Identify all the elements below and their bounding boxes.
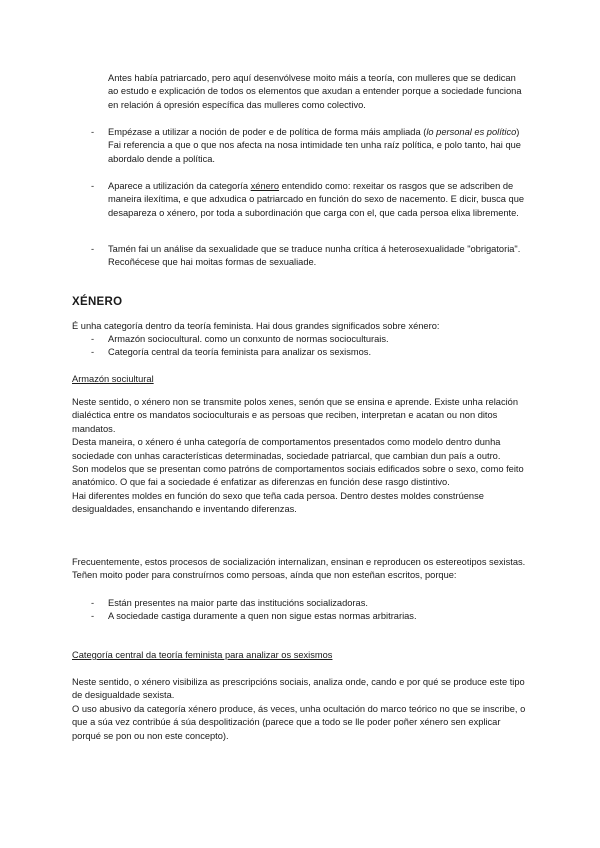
bullet-sexualidade (91, 243, 528, 270)
section-heading: XÉNERO (72, 296, 123, 308)
armazon-paragraph-5: Frecuentemente, estos procesos de socialización internalizan, ensinan e reproducen os estereotipos sexistas. Teñen moito poder para construírnos como persoas, aínda que non esteñan escritos, porque: (72, 557, 526, 581)
bullet-text: Tamén fai un análise da sexualidade que se traduce nunha crítica á heterosexualidade "obrigatoria". Recoñécese que hai moitas formas de sexualiade. (108, 244, 521, 268)
paragraph: O uso abusivo da categoría xénero produce, ás veces, unha ocultación do marco teórico no que se inscribe, o que a súa vez contribúe á súa despolitización (parece que a todo se lle poder poñer xénero sen explicar porqué se pon ou non este concepto). (72, 703, 526, 741)
paragraph: Hai diferentes moldes en función do sexo que teña cada persoa. Dentro destes moldes constrúense desigualdades, ensanchando e inventando diferenzas. (72, 490, 484, 515)
section-list (91, 333, 528, 360)
list-item: - Están presentes na maior parte das institucións socializadoras. (91, 598, 368, 608)
paragraph: Son modelos que se presentan como patróns de comportamentos sociais edificados sobre o sexo, como feito anatómico. O que fai a sociedade é enfatizar as diferenzas en función dese rasgo distintivo. (72, 464, 524, 488)
armazon-heading: Armazón sociultural (72, 374, 154, 384)
list-item: - Categoría central da teoría feminista para analizar os sexismos. (91, 347, 372, 358)
paragraph: Neste sentido, o xénero visibiliza as prescripcións sociais, analiza onde, cando e por qué se produce este tipo de desigualdade sexista. (72, 677, 525, 701)
bullet-dash: - (91, 127, 95, 137)
armazon-list (91, 597, 528, 624)
paragraph: Neste sentido, o xénero non se transmite polos xenes, senón que se ensina e aprende. Existe unha relación dialéctica entre os mandatos socioculturais e as persoas que reciben, interpretan e acatan ou non ditos mandatos. (72, 397, 519, 434)
armazon-body (72, 396, 528, 517)
bullet-text: Aparece a utilización da categoría xénero entendido como: rexeitar os rasgos que se adscriben de maneira ilexítima, e que adxudica o patriarcado en función do sexo de nacemento. E dicir, busca que desapareza o xénero, por toda a subordinación que carga con el, que cada persoa elixa libremente. (108, 181, 525, 218)
list-item: - Armazón sociocultural. como un conxunto de normas socioculturais. (91, 334, 389, 344)
bullet-text: Empézase a utilizar a noción de poder e de política de forma máis ampliada (lo personal es político) Fai referencia a que o que nos afecta na nosa intimidade ten unha raíz política, e polo tanto, hai que abordalo dende a política. (108, 127, 521, 164)
bullet-dash: - (91, 181, 95, 191)
categoria-body (72, 676, 528, 743)
list-item: - A sociedade castiga duramente a quen non sigue estas normas arbitrarias. (91, 611, 417, 622)
intro-paragraph: Antes había patriarcado, pero aquí desenvólvese moito máis a teoría, con mulleres que se dedican ao estudo e explicación de todos os elementos que axudan a entender porque a sociedade funciona en relación á opresión específica das mulleres como colectivo. (108, 73, 522, 110)
paragraph: Desta maneira, o xénero é unha categoría de comportamentos presentados como modelo dentro dunha sociedade con unhas características determinadas, sociedade patriarcal, que cambian dun país a outro. (72, 437, 501, 461)
bullet-dash: - (91, 244, 95, 254)
bullet-poder (91, 126, 528, 166)
bullet-xenero (91, 180, 528, 220)
section-intro: É unha categoría dentro da teoría feminista. Hai dous grandes significados sobre xénero: (72, 321, 440, 331)
categoria-heading: Categoría central da teoría feminista para analizar os sexismos (72, 650, 333, 660)
